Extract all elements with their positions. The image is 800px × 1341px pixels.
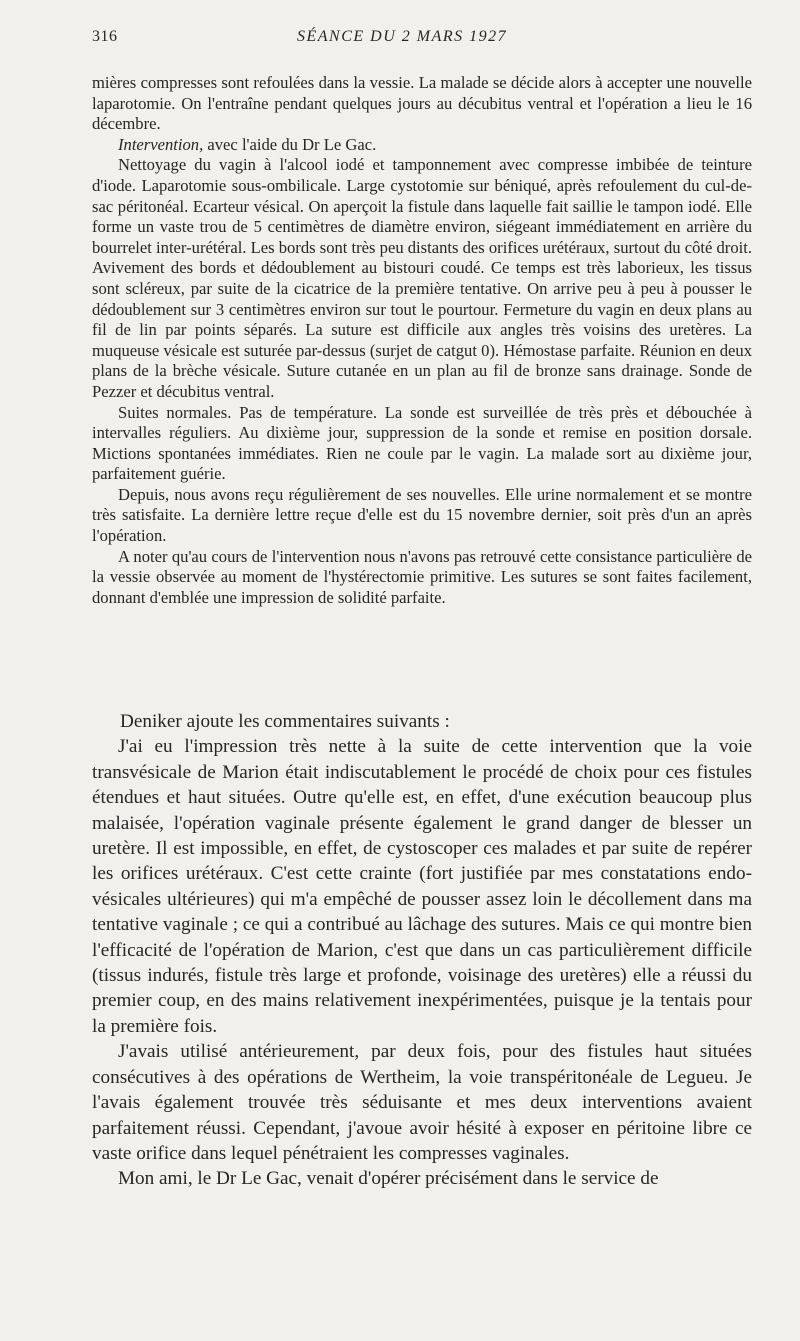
page-number: 316 <box>92 28 118 45</box>
paragraph: Nettoyage du vagin à l'alcool iodé et tamponnement avec compresse imbibée de teinture d'iode. Laparotomie sous-ombilicale. Large cystotomie sur béniqué, après refoulement du cul-de-sac péritonéal. Ecarteur vésical. On aperçoit la fistule dans laquelle fait saillie le tampon iodé. Elle forme un vaste trou de 5 centimètres de diamètre environ, siégeant immédiatement en arrière du bourrelet inter-urétéral. Les bords sont très peu distants des orifices urétéraux, surtout du côté droit. Avivement des bords et dédoublement au bistouri coudé. Ce temps est très laborieux, les tissus sont scléreux, par suite de la cicatrice de la première tentative. On arrive peu à peu à pousser le dédoublement sur 3 centimètres environ sur tout le pourtour. Fermeture du vagin en deux plans au fil de lin par points séparés. La suture est difficile aux angles très voisins des uretères. La muqueuse vésicale est suturée par-dessus (surjet de catgut 0). Hémostase parfaite. Réunion en deux plans de la brèche vésicale. Suture cutanée en un plan au fil de bronze sans drainage. Sonde de Pezzer et décubitus ventral. <box>92 155 752 401</box>
paragraph: A noter qu'au cours de l'intervention nous n'avons pas retrouvé cette consistance particulière de la vessie observée au moment de l'hystérectomie primitive. Les sutures se sont faites facilement, donnant d'emblée une impression de solidité parfaite. <box>92 546 752 607</box>
page-header <box>92 28 748 50</box>
commentary-section <box>92 709 752 1192</box>
case-report-section <box>92 73 752 608</box>
paragraph: J'ai eu l'impression très nette à la suite de cette intervention que la voie transvésicale de Marion était indiscutablement le procédé de choix pour ces fistules étendues et haut situées. Outre qu'elle est, en effet, d'une exécution beaucoup plus malaisée, l'opération vaginale présente également le grand danger de blesser un uretère. Il est impossible, en effet, de cystoscoper ces malades et par suite de repérer les orifices urétéraux. C'est cette crainte (fort justifiée par mes constatations endo-vésicales ultérieures) qui m'a empêché de pousser assez loin le décollement dans ma tentative vaginale ; ce qui a contribué au lâchage des sutures. Mais ce qui montre bien l'efficacité de l'opération de Marion, c'est que dans un cas particulièrement difficile (tissus indurés, fistule très large et profonde, voisinage des uretères) elle a réussi du premier coup, en des mains relativement inexpérimentées, puisque je la tentais pour la première fois. <box>92 736 752 1037</box>
commentary-intro: Deniker ajoute les commentaires suivants : <box>120 711 450 732</box>
intervention-paragraph <box>92 135 752 156</box>
paragraph: J'avais utilisé antérieurement, par deux fois, pour des fistules haut situées consécutives à des opérations de Wertheim, la voie transpéritonéale de Legueu. Je l'avais également trouvée très séduisante et mes deux interventions avaient parfaitement réussi. Cependant, j'avoue avoir hésité à exposer en péritoine libre ce vaste orifice dans lequel pénétraient les compresses vaginales. <box>92 1041 752 1164</box>
intervention-text: avec l'aide du Dr Le Gac. <box>203 134 377 154</box>
running-head: SÉANCE DU 2 MARS 1927 <box>297 28 508 45</box>
paragraph: Mon ami, le Dr Le Gac, venait d'opérer précisément dans le service de <box>118 1168 659 1190</box>
paragraph: mières compresses sont refoulées dans la vessie. La malade se décide alors à accepter une nouvelle laparotomie. On l'entraîne pendant quelques jours au décubitus ventral et l'opération a lieu le 16 décembre. <box>92 73 752 134</box>
paragraph: Depuis, nous avons reçu régulièrement de ses nouvelles. Elle urine normalement et se montre très satisfaite. La dernière lettre reçue d'elle est du 15 novembre dernier, soit près d'un an après l'opération. <box>92 484 752 546</box>
intervention-label: Intervention, <box>118 134 204 154</box>
paragraph: Suites normales. Pas de température. La sonde est surveillée de très près et débouchée à intervalles réguliers. Au dixième jour, suppression de la sonde et remise en position dorsale. Mictions spontanées immédiates. Rien ne coule par le vagin. La malade sort au dixième jour, parfaitement guérie. <box>92 402 752 484</box>
